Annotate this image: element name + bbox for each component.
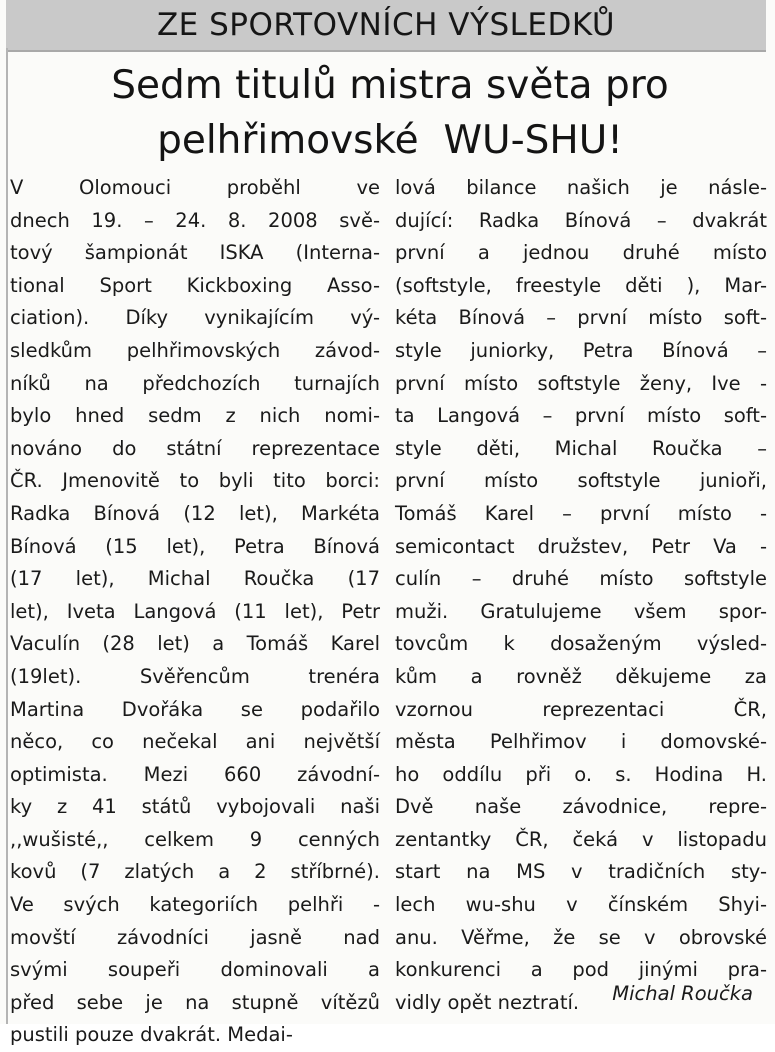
section-header [6,0,766,52]
column-rule [6,48,8,1024]
text-line: konkurenci a pod jinými pra- [395,958,767,982]
text-line: start na MS v tradičních sty- [395,860,767,884]
text-line: V Olomouci proběhl ve [10,176,380,199]
text-line: optimista. Mezi 660 závodní- [10,762,380,786]
text-line: semicontact družstev, Petr Va - [395,534,767,558]
text-line: (softstyle, freestyle děti ), Mar- [395,273,767,297]
text-line: tový šampionát ISKA (Interna- [10,241,380,265]
text-line: ky z 41 států vybojovali naši [10,795,380,819]
text-line: ho oddílu při o. s. Hodina H. [395,762,767,786]
article-column-right [395,172,767,1019]
text-line: první místo softstyle junioři, [395,469,767,493]
text-line: (17 let), Michal Roučka (17 [10,567,380,591]
text-line: ,,wušisté,, celkem 9 cenných [10,827,380,851]
text-line: níků na předchozích turnajích [10,371,380,395]
text-line: něco, co nečekal ani největší [10,730,380,754]
text-line: dující: Radka Bínová – dvakrát [395,208,767,232]
text-line: před sebe je na stupně vítězů [10,990,380,1014]
text-line: vzornou reprezentaci ČR, [395,697,767,721]
headline-line-1: Sedm titulů mistra světa pro [111,63,669,108]
text-line: muži. Gratulujeme všem spor- [395,599,767,623]
text-line: anu. Věřme, že se v obrovské [395,925,767,949]
article-headline [20,58,760,168]
text-line: kovů (7 zlatých a 2 stříbrné). [10,860,380,884]
text-line: dnech 19. – 24. 8. 2008 svě- [10,208,380,232]
text-line: Bínová (15 let), Petra Bínová [10,534,380,558]
text-line: první a jednou druhé místo [395,241,767,265]
text-line: zentantky ČR, čeká v listopadu [395,827,767,851]
text-line: sledkům pelhřimovských závod- [10,338,380,362]
text-line: kům a rovněž děkujeme za [395,664,767,688]
text-line: bylo hned sedm z nich nomi- [10,404,380,428]
text-line: Martina Dvořáka se podařilo [10,697,380,721]
text-line: Vaculín (28 let) a Tomáš Karel [10,632,380,656]
text-line: Radka Bínová (12 let), Markéta [10,501,380,525]
text-line: svými soupeři dominovali a [10,958,380,982]
text-line: první místo softstyle ženy, Ive - [395,371,767,395]
author-byline: Michal Roučka [612,982,753,1005]
text-line: města Pelhřimov i domovské- [395,730,767,754]
text-line: lech wu-shu v čínském Shyi- [395,893,767,917]
text-line: culín – druhé místo softstyle [395,567,767,591]
text-line: ta Langová – první místo soft- [395,404,767,428]
text-line: nováno do státní reprezentace [10,436,380,460]
text-line: (19let). Svěřencům trenéra [10,664,380,688]
text-line: tional Sport Kickboxing Asso- [10,273,380,297]
section-title: ZE SPORTOVNÍCH VÝSLEDKŮ [156,7,616,43]
article-column-left [10,172,380,1052]
text-line: Dvě naše závodnice, repre- [395,795,767,819]
text-line: vidly opět neztratí. [395,990,580,1014]
text-line: lová bilance našich je násle- [395,176,767,199]
text-line: let), Iveta Langová (11 let), Petr [10,599,380,623]
text-line: ciation). Díky vynikajícím vý- [10,306,380,330]
text-line: Tomáš Karel – první místo - [395,501,767,525]
text-line: style děti, Michal Roučka – [395,436,767,460]
text-line: Ve svých kategoriích pelhři - [10,893,380,917]
text-line: movští závodníci jasně nad [10,925,380,949]
text-line: style juniorky, Petra Bínová – [395,338,767,362]
text-line: ČR. Jmenovitě to byli tito borci: [10,469,380,493]
text-line: tovcům k dosaženým výsled- [395,632,767,656]
text-line: pustili pouze dvakrát. Medai- [10,1023,293,1047]
text-line: kéta Bínová – první místo soft- [395,306,767,330]
headline-line-2: pelhřimovské WU-SHU! [157,118,623,163]
